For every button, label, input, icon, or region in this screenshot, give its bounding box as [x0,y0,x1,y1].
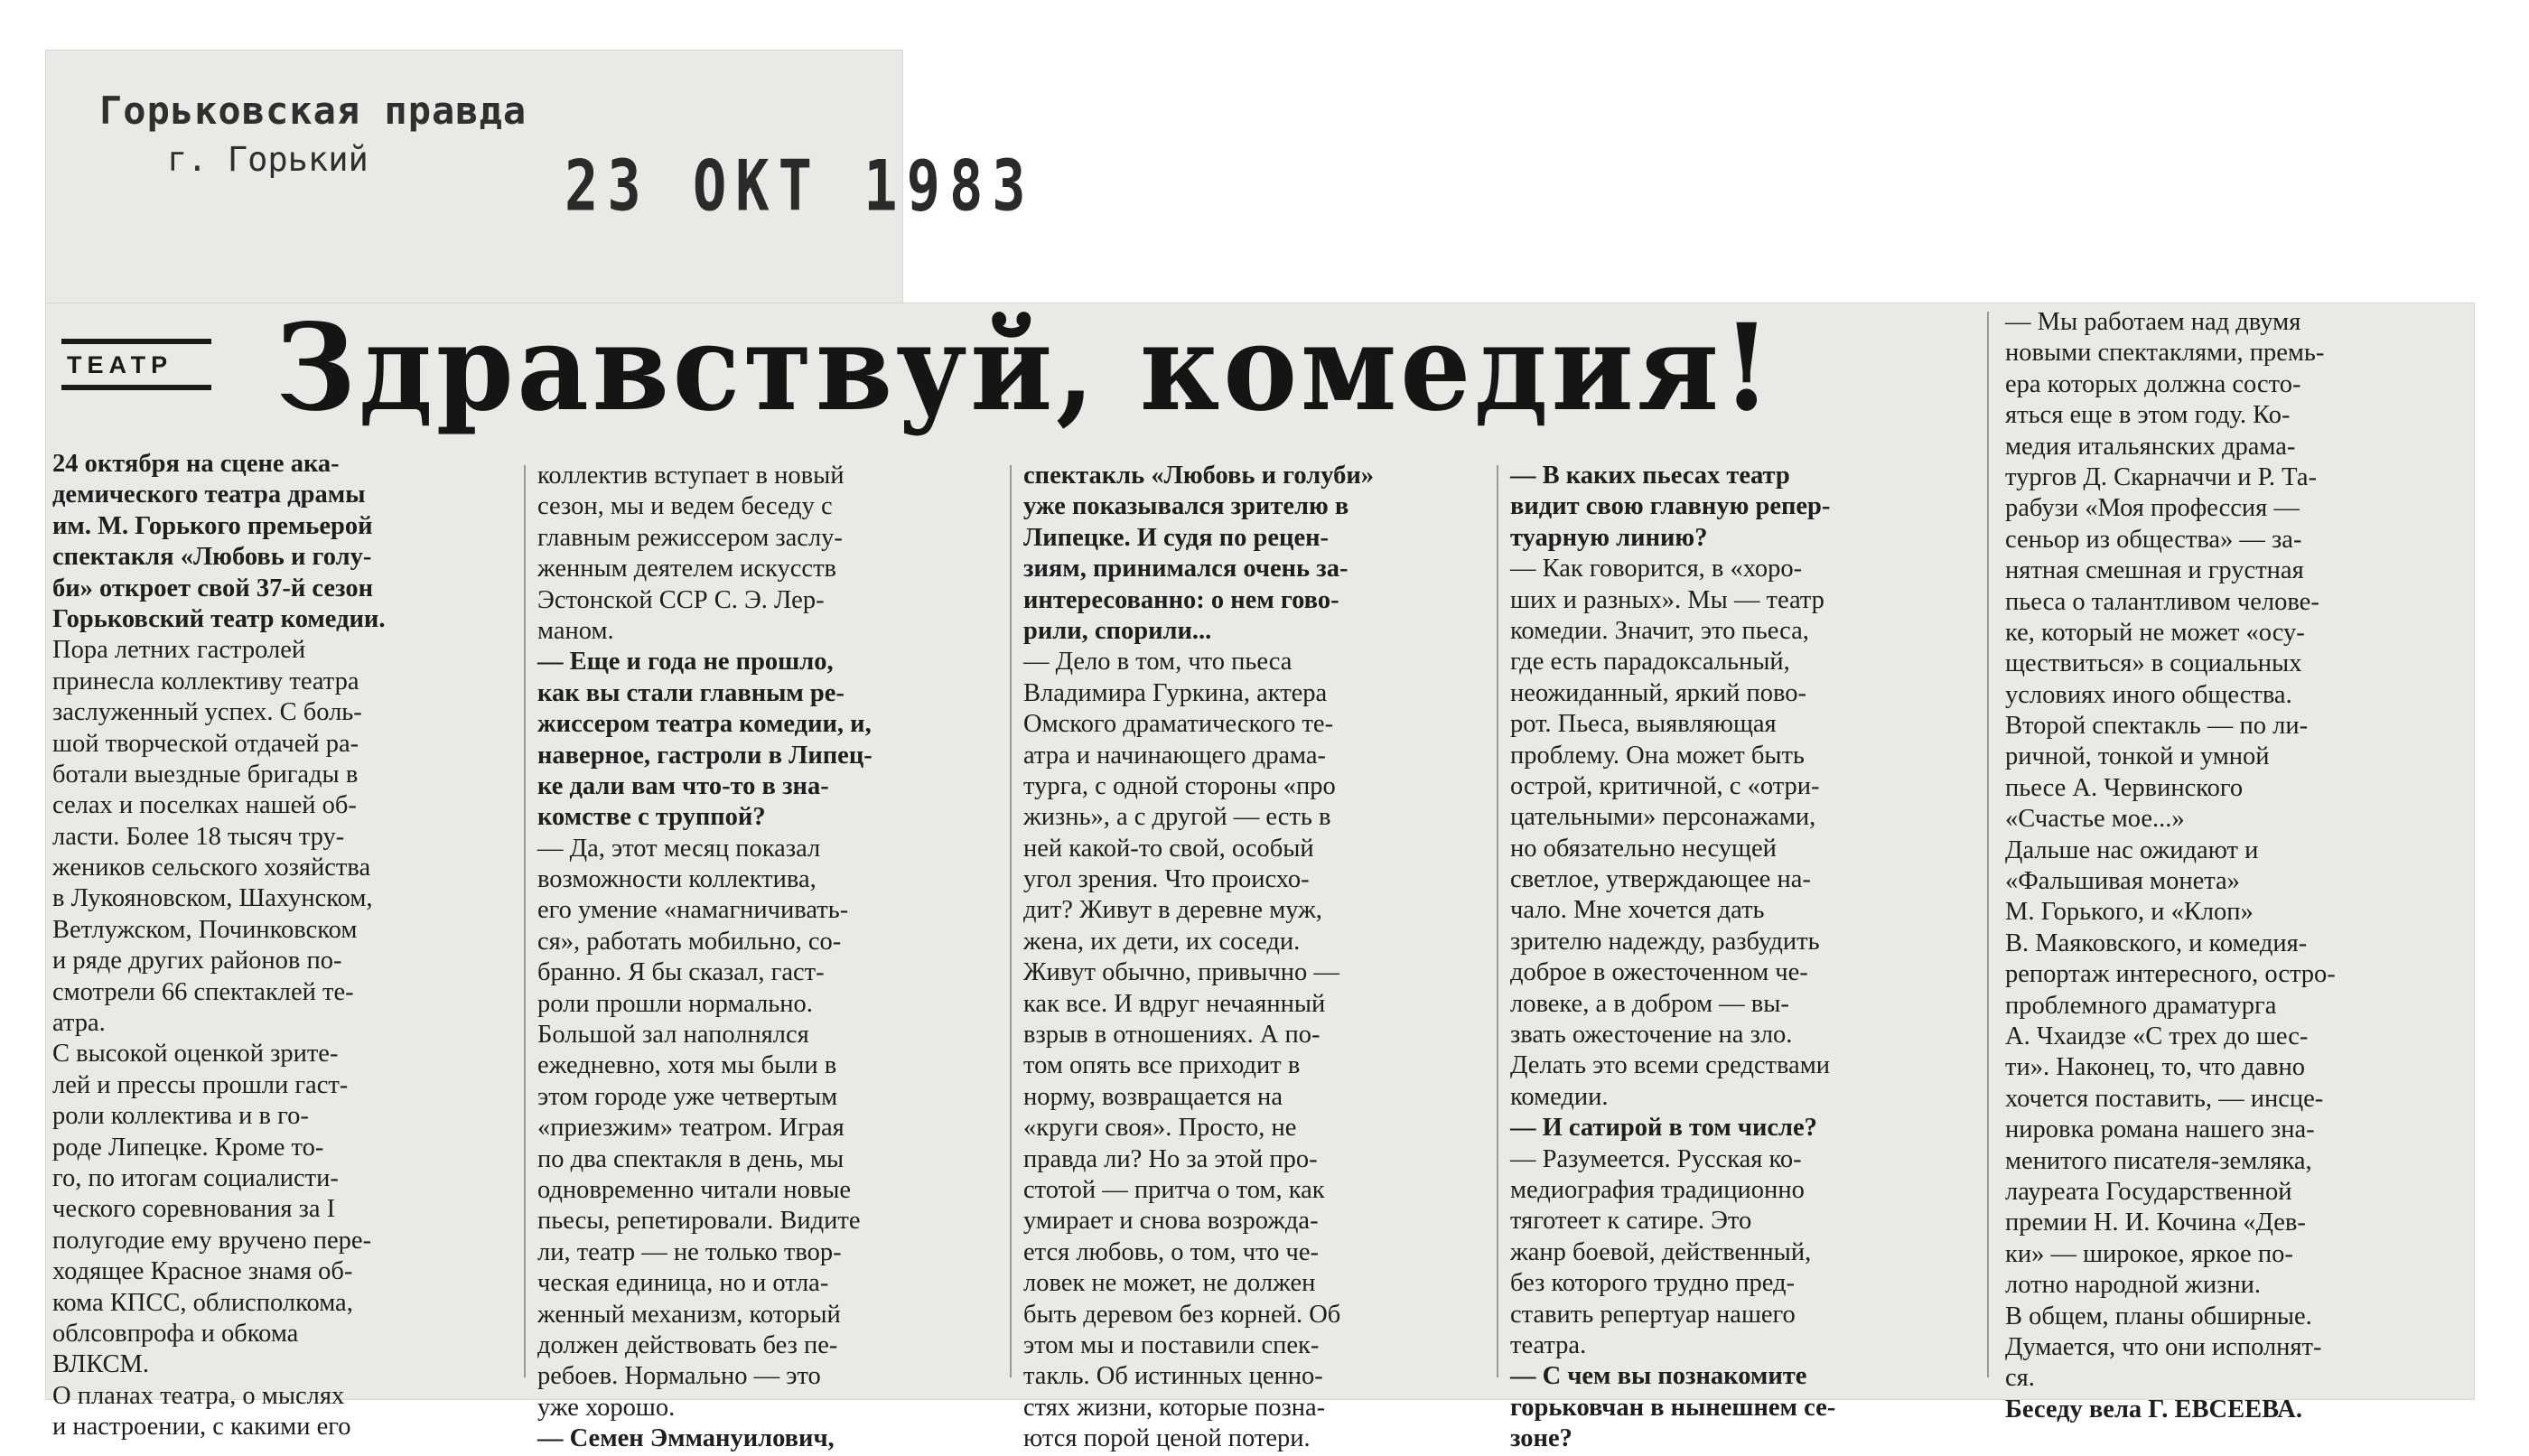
article-text-line: роли прошли нормально. [537,989,813,1018]
article-text-line: но обязательно несущей [1510,834,1777,863]
article-text-line: и ряде других районов по- [52,947,342,975]
article-text-line: «Фальшивая монета» [2005,867,2240,896]
article-text-line: сеньор из общества» — за- [2005,525,2302,554]
article-text-line: Второй спектакль — по ли- [2005,712,2309,741]
article-text-line: должен действовать без пе- [537,1330,838,1359]
article-text-line: ричной, тонкой и умной [2005,742,2270,771]
article-text-line: ежедневно, хотя мы были в [537,1051,837,1080]
article-text-line: дит? Живут в деревне муж, [1023,896,1322,925]
article-text-line: В. Маяковского, и комедия- [2005,929,2308,957]
article-text-line: заслуженный успех. С боль- [52,698,362,727]
article-text-line: женный механизм, который [537,1300,841,1329]
article-text-line: интересованно: о нем гово- [1023,585,1339,614]
article-text-line: туарную линию? [1510,523,1708,552]
column-divider [1987,312,1989,1377]
article-text-line: — В каких пьесах театр [1510,462,1790,490]
article-text-line: жиссером театра комедии, и, [537,710,872,739]
article-text-line: ти». Наконец, то, что давно [2005,1053,2305,1082]
article-text-line: нировка романа нашего зна- [2005,1115,2315,1144]
column-divider [1497,465,1498,1377]
article-text-line: би» откроет свой 37-й сезон [52,574,373,602]
article-text-line: ера которых должна состо- [2005,369,2301,398]
article-text-line: ке, который не может «осу- [2005,618,2305,647]
article-text-line: зрителю надежду, разбудить [1510,927,1820,956]
article-text-line: тургов Д. Скарначчи и Р. Та- [2005,462,2317,491]
article-text-line: пьесе А. Червинского [2005,773,2244,802]
article-text-line: — Разумеется. Русская ко- [1510,1144,1802,1173]
article-text-line: угол зрения. Что происхо- [1023,865,1310,894]
article-text-line: комстве с труппой? [537,803,766,832]
article-text-line: одновременно читали новые [537,1175,851,1204]
article-text-line: зоне? [1510,1424,1572,1453]
article-text-line: менитого писателя-земляка, [2005,1146,2312,1175]
article-text-line: зиям, принимался очень за- [1023,555,1348,583]
article-text-line: новыми спектаклями, премь- [2005,339,2325,368]
section-rubric: ТЕАТР [61,339,211,390]
article-text-line: возможности коллектива, [537,865,817,894]
article-text-line: рили, спорили... [1023,616,1212,645]
article-text-line: Пора летних гастролей [52,636,306,665]
article-text-line: Дальше нас ожидают и [2005,835,2259,864]
article-column-3 [1023,461,1374,1455]
article-text-line: светлое, утверждающее на- [1510,865,1811,894]
article-text-line: Эстонской ССР С. Э. Лер- [537,585,825,614]
article-text-line: чало. Мне хочется дать [1510,896,1765,925]
article-text-line: сезон, мы и ведем беседу с [537,492,833,521]
article-text-line: спектакля «Любовь и голу- [52,543,372,572]
article-column-4 [1510,461,1835,1455]
article-text-line: лей и прессы прошли гаст- [52,1070,349,1099]
article-text-line: как все. И вдруг нечаянный [1023,989,1326,1018]
article-text-line: том опять все приходит в [1023,1051,1301,1080]
article-column-2 [537,461,873,1455]
article-text-line: коллектив вступает в новый [537,462,845,490]
article-text-line: медиография традиционно [1510,1175,1805,1204]
article-text-line: Горьковский театр комедии. [52,604,386,633]
date-stamp: 23 ОКТ 1983 [565,145,1035,228]
article-text-line: демического театра драмы [52,481,366,509]
article-text-line: полугодие ему вручено пере- [52,1226,372,1255]
article-text-line: умирает и снова возрожда- [1023,1207,1319,1236]
article-text-line: Думается, что они исполнят- [2005,1332,2322,1361]
article-text-line: Большой зал наполнялся [537,1021,809,1050]
article-column-5 [2005,307,2336,1425]
article-text-line: Липецке. И судя по рецен- [1023,523,1330,552]
article-text-line: яться еще в этом году. Ко- [2005,401,2291,430]
article-text-line: Делать это всеми средствами [1510,1051,1830,1080]
article-text-line: такль. Об истинных ценно- [1023,1362,1323,1391]
article-text-line: ставить репертуар нашего [1510,1300,1796,1329]
article-text-line: этом мы и поставили спек- [1023,1330,1320,1359]
newspaper-city: г. Горький [167,140,369,179]
article-text-line: жеников сельского хозяйства [52,854,371,882]
article-text-line: пьесы, репетировали. Видите [537,1207,861,1236]
article-text-line: острой, критичной, с «отри- [1510,771,1820,800]
article-text-line: жизнь», а с другой — есть в [1023,803,1331,832]
article-text-line: ботали выездные бригады в [52,760,359,789]
article-text-line: принесла коллективу театра [52,667,359,695]
article-text-line: горьковчан в нынешнем се- [1510,1393,1836,1422]
article-text-line: маном. [537,616,614,645]
article-text-line: уже показывался зрителю в [1023,492,1349,521]
article-text-line: женным деятелем искусств [537,555,836,583]
article-text-line: ребоев. Нормально — это [537,1362,821,1391]
article-text-line: — Да, этот месяц показал [537,834,821,863]
article-text-line: селах и поселках нашей об- [52,791,357,820]
article-text-line: его умение «намагничивать- [537,896,849,925]
article-text-line: «приезжим» театром. Играя [537,1114,845,1143]
article-text-line: облсовпрофа и обкома [52,1319,299,1348]
article-text-line: ших и разных». Мы — театр [1510,585,1824,614]
article-text-line: рабузи «Моя профессия — [2005,494,2300,523]
article-text-line: проблемного драматурга [2005,991,2277,1020]
article-text-line: наверное, гастроли в Липец- [537,741,873,770]
article-text-line: атра и начинающего драма- [1023,741,1326,770]
article-text-line: видит свою главную репер- [1510,492,1831,521]
article-text-line: норму, возвращается на [1023,1082,1283,1111]
article-text-line: ней какой-то свой, особый [1023,834,1314,863]
article-text-line: турга, с одной стороны «про [1023,771,1336,800]
article-text-line: — С чем вы познакомите [1510,1362,1807,1391]
article-text-line: комедии. [1510,1082,1609,1111]
article-text-line: главным режиссером заслу- [537,523,843,552]
article-text-line: Омского драматического те- [1023,710,1334,739]
article-text-line: как вы стали главным ре- [537,678,845,707]
article-text-line: — Семен Эммануилович, [537,1424,835,1453]
article-text-line: уже хорошо. [537,1393,676,1422]
article-text-line: лотно народной жизни. [2005,1271,2261,1300]
article-text-line: ческая единица, но и отла- [537,1269,829,1298]
article-text-line: М. Горького, и «Клоп» [2005,898,2254,927]
article-text-line: Живут обычно, привычно — [1023,958,1339,987]
article-text-line: кома КПСС, облисполкома, [52,1288,353,1317]
article-text-line: ловек не может, не должен [1023,1269,1316,1298]
article-text-line: ласти. Более 18 тысяч тру- [52,822,345,851]
article-text-line: ловеке, а в добром — вы- [1510,989,1789,1018]
article-text-line: атра. [52,1009,106,1038]
article-text-line: «круги своя». Просто, не [1023,1114,1297,1143]
article-text-line: 24 октября на сцене ака- [52,450,340,478]
article-headline: Здравствуй, комедия! [275,298,1775,438]
article-text-line: — Как говорится, в «хоро- [1510,555,1803,583]
article-text-line: «Счастье мое...» [2005,805,2185,834]
article-text-line: проблему. Она может быть [1510,741,1805,770]
article-text-line: цательными» персонажами, [1510,803,1816,832]
article-text-line: взрыв в отношениях. А по- [1023,1021,1320,1050]
article-text-line: пьеса о талантливом челове- [2005,587,2319,616]
article-text-line: ся. [2005,1364,2035,1393]
article-text-line: Ветлужском, Починковском [52,915,358,944]
article-text-line: тяготеет к сатире. Это [1510,1207,1752,1236]
article-text-line: шой творческой отдачей ра- [52,729,359,758]
article-text-line: ходящее Красное знамя об- [52,1257,353,1286]
column-divider [1010,465,1012,1377]
article-column-1 [52,449,385,1443]
article-text-line: ческого соревнования за I [52,1195,336,1224]
article-text-line: правда ли? Но за этой про- [1023,1144,1318,1173]
article-text-line: театра. [1510,1330,1587,1359]
article-text-line: бранно. Я бы сказал, гаст- [537,958,825,987]
article-text-line: ли, театр — не только твор- [537,1237,842,1266]
article-text-line: ке дали вам что-то в зна- [537,771,829,800]
newspaper-name: Горьковская правда [99,89,527,133]
article-text-line: ВЛКСМ. [52,1350,150,1379]
article-text-line: С высокой оценкой зрите- [52,1040,339,1069]
article-text-line: комедии. Значит, это пьеса, [1510,616,1809,645]
article-text-line: звать ожесточение на зло. [1510,1021,1793,1050]
article-text-line: стотой — притча о том, как [1023,1175,1325,1204]
article-text-line: неожиданный, яркий пово- [1510,678,1807,707]
article-text-line: хочется поставить, — инсце- [2005,1084,2324,1113]
article-text-line: по два спектакля в день, мы [537,1144,845,1173]
article-text-line: О планах театра, о мыслях [52,1381,345,1410]
article-text-line: репортаж интересного, остро- [2005,960,2336,989]
article-text-line: им. М. Горького премьерой [52,511,373,540]
article-text-line: спектакль «Любовь и голуби» [1023,462,1375,490]
article-text-line: — Еще и года не прошло, [537,648,834,677]
article-text-line: лауреата Государственной [2005,1177,2292,1206]
article-text-line: Беседу вела Г. ЕВСЕЕВА. [2005,1395,2303,1423]
article-text-line: рот. Пьеса, выявляющая [1510,710,1777,739]
article-text-line: ся», работать мобильно, со- [537,927,842,956]
article-text-line: медия итальянских драма- [2005,432,2296,461]
article-text-line: стях жизни, которые позна- [1023,1393,1326,1422]
article-text-line: премии Н. И. Кочина «Дев- [2005,1209,2306,1237]
article-text-line: быть деревом без корней. Об [1023,1300,1341,1329]
article-text-line: условиях иного общества. [2005,680,2292,709]
article-text-line: роде Липецке. Кроме то- [52,1133,324,1162]
article-text-line: ется любовь, о том, что че- [1023,1237,1320,1266]
article-text-line: — Дело в том, что пьеса [1023,648,1292,677]
article-text-line: этом городе уже четвертым [537,1082,838,1111]
article-text-line: ществиться» в социальных [2005,649,2302,678]
article-text-line: Владимира Гуркина, актера [1023,678,1328,707]
article-text-line: А. Чхаидзе «С трех до шес- [2005,1022,2309,1050]
article-text-line: В общем, планы обширные. [2005,1302,2312,1330]
article-text-line: смотрели 66 спектаклей те- [52,977,354,1006]
article-text-line: в Лукояновском, Шахунском, [52,884,373,913]
article-text-line: и настроении, с какими его [52,1413,351,1442]
article-text-line: жанр боевой, действенный, [1510,1237,1812,1266]
article-text-line: — Мы работаем над двумя [2005,308,2301,336]
article-text-line: — И сатирой в том числе? [1510,1114,1817,1143]
article-text-line: без которого трудно пред- [1510,1269,1795,1298]
column-divider [524,465,526,1377]
article-text-line: доброе в ожесточенном че- [1510,958,1808,987]
article-text-line: роли коллектива и в го- [52,1102,309,1131]
article-text-line: го, по итогам социалисти- [52,1163,339,1192]
article-text-line: жена, их дети, их соседи. [1023,927,1301,956]
article-text-line: где есть парадоксальный, [1510,648,1790,677]
article-text-line: нятная смешная и грустная [2005,556,2304,585]
article-text-line: ки» — широкое, яркое по- [2005,1239,2293,1268]
article-text-line: ются порой ценой потери. [1023,1424,1311,1453]
